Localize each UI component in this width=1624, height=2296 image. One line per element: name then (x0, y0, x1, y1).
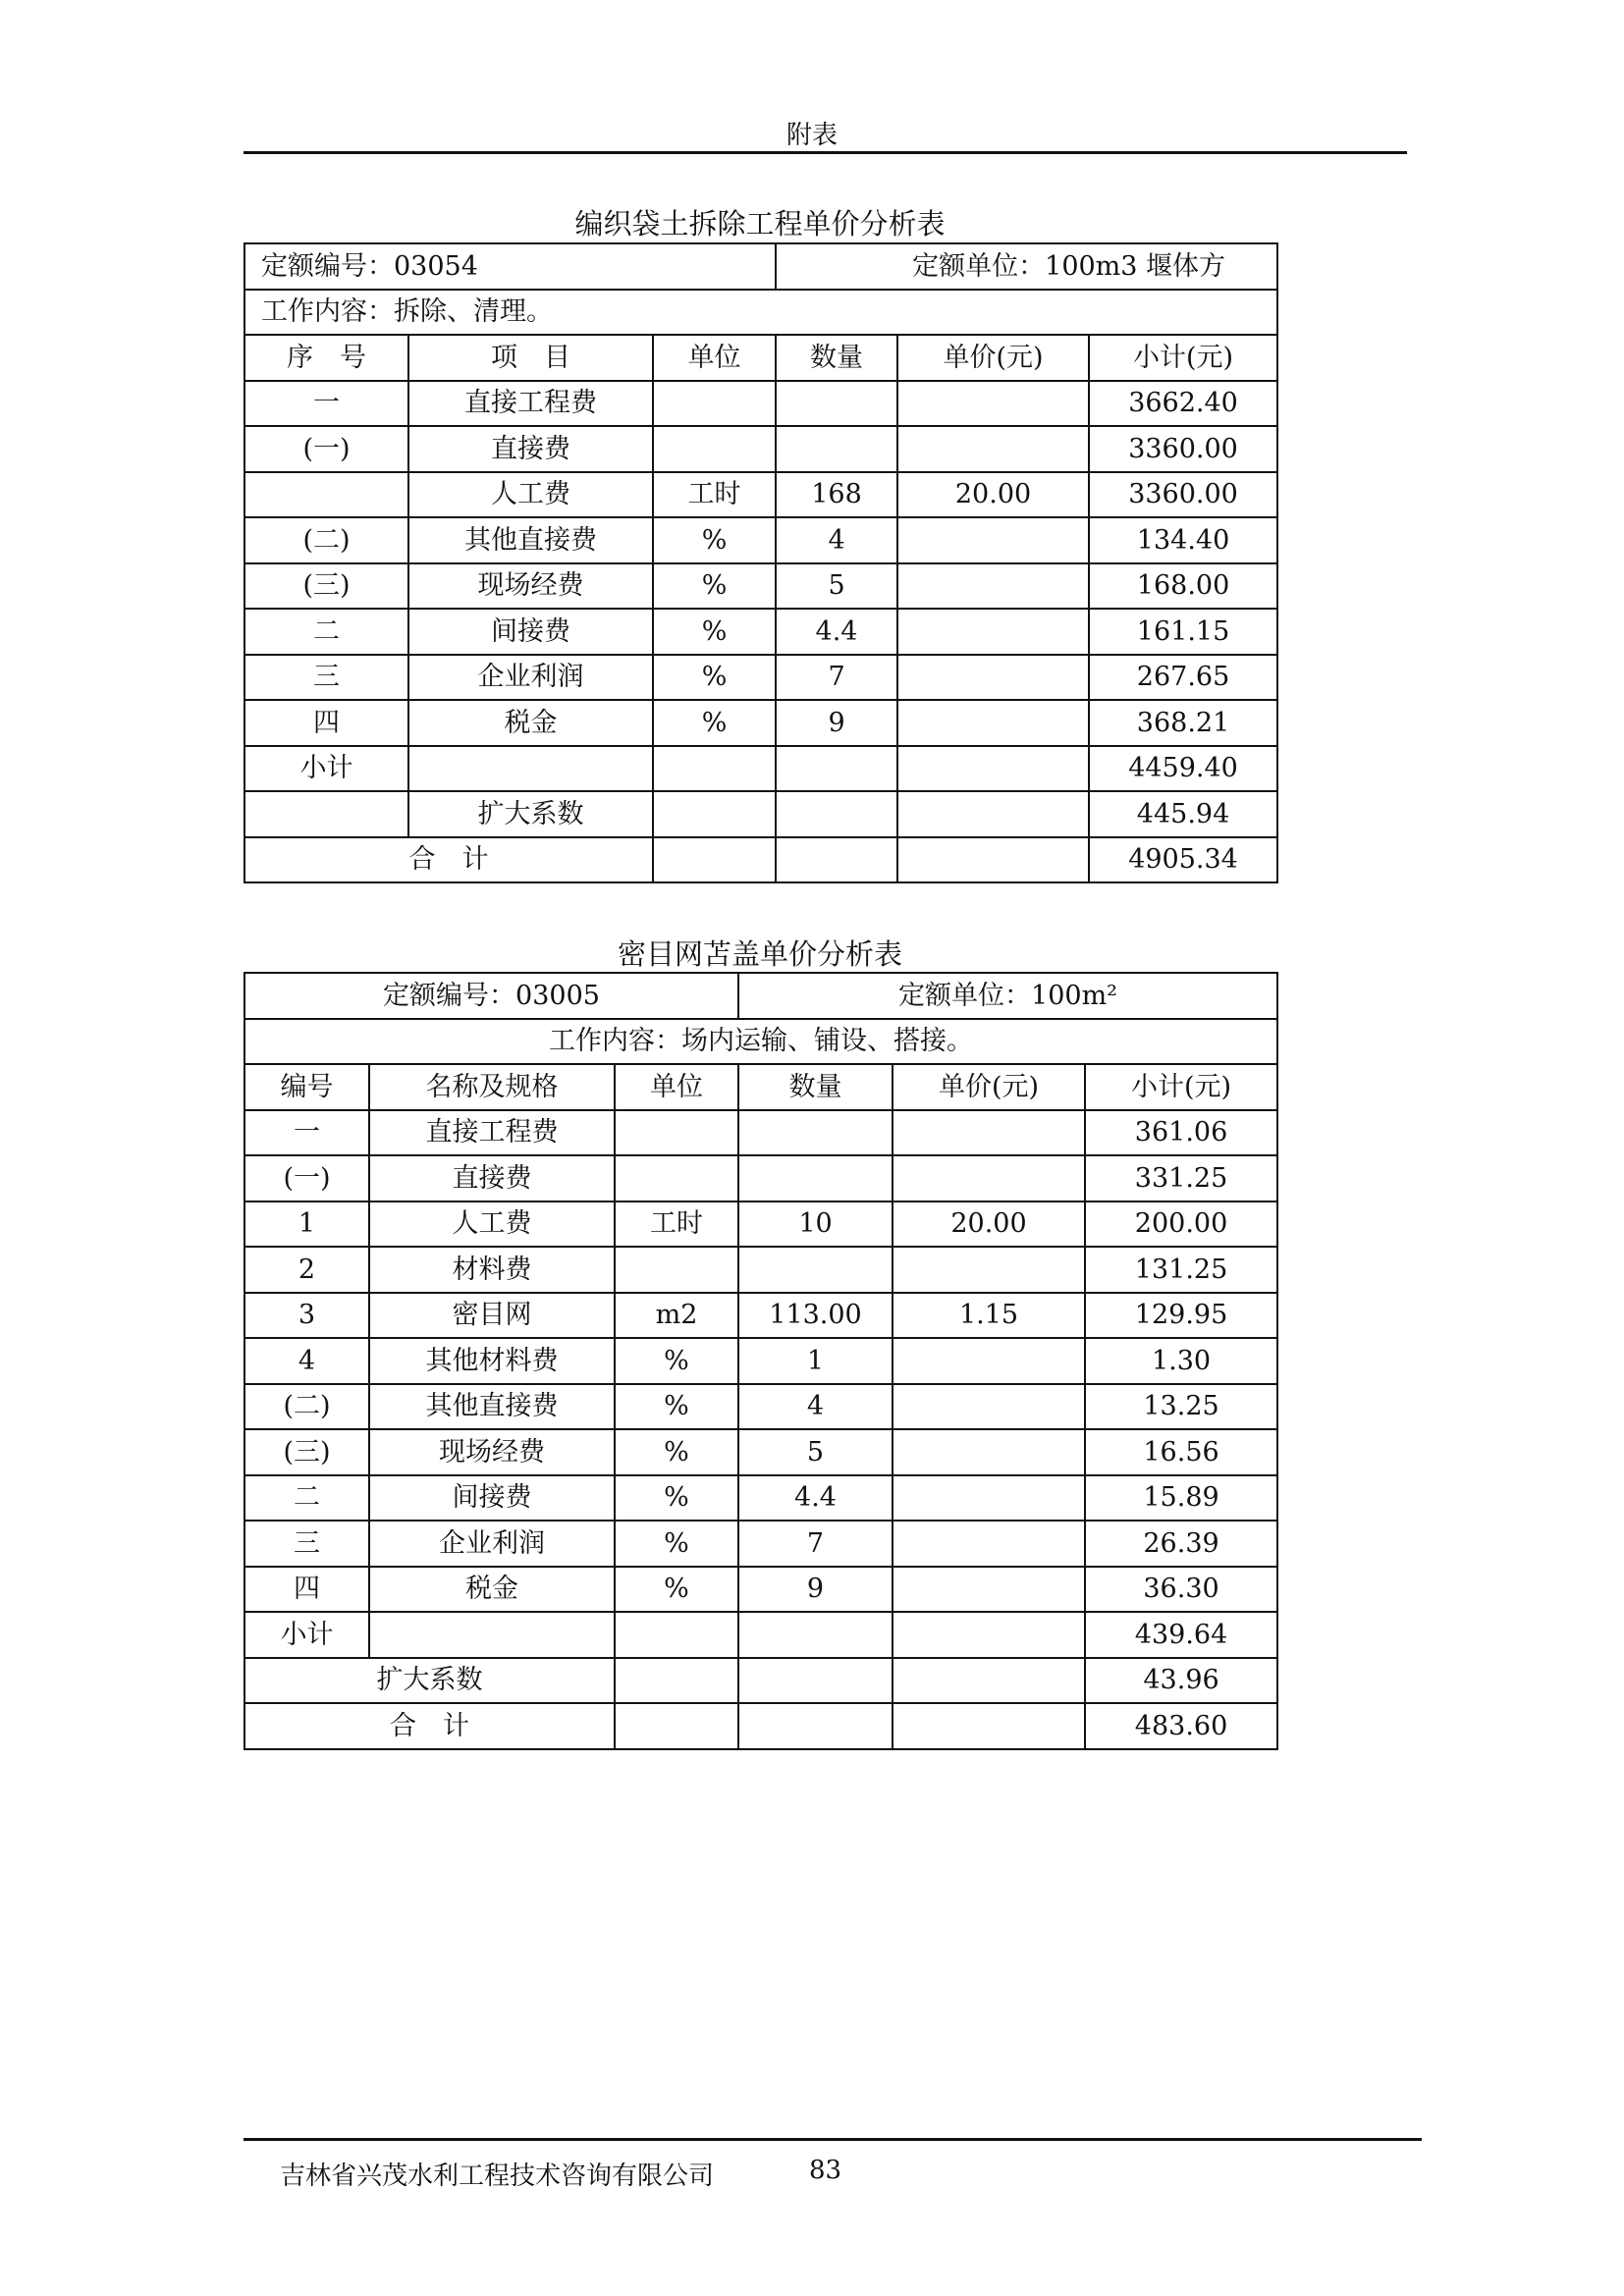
table-row (244, 655, 1277, 701)
table-cell: % (653, 563, 776, 610)
table-cell: 间接费 (369, 1475, 615, 1522)
table-cell: % (653, 700, 776, 746)
table-cell: 3360.00 (1089, 472, 1277, 518)
table-cell: 439.64 (1085, 1612, 1277, 1658)
table-cell: 二 (244, 1475, 369, 1522)
table-row (244, 563, 1277, 610)
table-cell: 36.30 (1085, 1567, 1277, 1613)
table-cell (738, 1247, 893, 1293)
table-row (244, 1247, 1277, 1293)
table-cell: 26.39 (1085, 1521, 1277, 1567)
table-row (244, 381, 1277, 427)
table-cell (893, 1475, 1085, 1522)
table-cell (653, 791, 776, 837)
table1-total-value: 4905.34 (1089, 837, 1277, 883)
table2-expand-label: 扩大系数 (244, 1658, 615, 1704)
table-cell (897, 563, 1089, 610)
table-cell (776, 426, 897, 472)
table-cell (776, 791, 897, 837)
table-cell (776, 381, 897, 427)
table-row (244, 1155, 1277, 1201)
table2-work-content: 工作内容：场内运输、铺设、搭接。 (244, 1019, 1277, 1065)
table-cell (615, 1110, 738, 1156)
table2-quota-no: 定额编号：03005 (244, 973, 738, 1019)
table-cell: 7 (776, 655, 897, 701)
table1-unit-price-analysis (244, 242, 1278, 883)
table-row (244, 700, 1277, 746)
table-cell: 1 (244, 1201, 369, 1248)
table-cell: 直接费 (408, 426, 653, 472)
table-row (244, 1521, 1277, 1567)
table-cell: (三) (244, 563, 408, 610)
table-cell (615, 1658, 738, 1704)
table-cell (897, 746, 1089, 792)
table-cell: (一) (244, 426, 408, 472)
footer-rule (244, 2138, 1422, 2141)
table-cell: 368.21 (1089, 700, 1277, 746)
page-header-title: 附表 (785, 121, 838, 150)
table-cell (893, 1567, 1085, 1613)
table-cell: 4.4 (776, 609, 897, 655)
table-cell: % (615, 1475, 738, 1522)
table-row (244, 1293, 1277, 1339)
table-cell: % (653, 609, 776, 655)
table-cell: 445.94 (1089, 791, 1277, 837)
table1-header-row (244, 335, 1277, 381)
table2-col-header: 编号 (244, 1064, 369, 1110)
table-cell (893, 1658, 1085, 1704)
table-cell: m2 (615, 1293, 738, 1339)
table-cell: 3360.00 (1089, 426, 1277, 472)
table-cell (653, 381, 776, 427)
table2-quota-unit: 定额单位：100m² (738, 973, 1277, 1019)
table-cell (893, 1703, 1085, 1749)
table1-quota-row (244, 243, 1277, 290)
table-cell: 131.25 (1085, 1247, 1277, 1293)
table2-quota-row (244, 973, 1277, 1019)
table-cell (893, 1247, 1085, 1293)
table-cell (244, 472, 408, 518)
table-cell: % (615, 1384, 738, 1430)
table-cell (897, 837, 1089, 883)
table-cell: 134.40 (1089, 517, 1277, 563)
table-cell (893, 1110, 1085, 1156)
table-cell: 361.06 (1085, 1110, 1277, 1156)
table1-quota-no: 定额编号：03054 (244, 243, 776, 290)
table-cell (653, 746, 776, 792)
table-cell (897, 517, 1089, 563)
table-cell: 7 (738, 1521, 893, 1567)
table-cell: 2 (244, 1247, 369, 1293)
table-row (244, 517, 1277, 563)
table-cell: 直接费 (369, 1155, 615, 1201)
table-cell (893, 1612, 1085, 1658)
table-cell (615, 1155, 738, 1201)
table-cell (893, 1429, 1085, 1475)
table-cell: 168 (776, 472, 897, 518)
table-cell: 税金 (408, 700, 653, 746)
table-row (244, 1567, 1277, 1613)
table2-col-header: 单位 (615, 1064, 738, 1110)
table-cell (369, 1612, 615, 1658)
table-cell: 3662.40 (1089, 381, 1277, 427)
table-cell: 129.95 (1085, 1293, 1277, 1339)
table-cell (897, 426, 1089, 472)
table-cell: 现场经费 (369, 1429, 615, 1475)
table1-total-row (244, 837, 1277, 883)
table-cell: 20.00 (893, 1201, 1085, 1248)
table-cell: 168.00 (1089, 563, 1277, 610)
table2-col-header: 数量 (738, 1064, 893, 1110)
table-cell: 一 (244, 1110, 369, 1156)
table-cell: 四 (244, 700, 408, 746)
table-row (244, 1384, 1277, 1430)
table-cell: 9 (776, 700, 897, 746)
table-cell (653, 837, 776, 883)
table1-total-label: 合 计 (244, 837, 653, 883)
table-cell: 3 (244, 1293, 369, 1339)
table2-total-value: 483.60 (1085, 1703, 1277, 1749)
table1-title: 编织袋土拆除工程单价分析表 (574, 207, 946, 240)
table-cell: 4 (776, 517, 897, 563)
table1-work-content: 工作内容：拆除、清理。 (244, 290, 1277, 336)
table2-title: 密目网苫盖单价分析表 (617, 937, 902, 971)
footer-company-name: 吉林省兴茂水利工程技术咨询有限公司 (280, 2162, 715, 2191)
table-cell (615, 1612, 738, 1658)
table-cell (897, 655, 1089, 701)
table-cell: % (615, 1338, 738, 1384)
table-cell (653, 426, 776, 472)
table-cell: 9 (738, 1567, 893, 1613)
table-cell (897, 381, 1089, 427)
table-cell: 4459.40 (1089, 746, 1277, 792)
table-cell (738, 1658, 893, 1704)
table1-col-header: 单价(元) (897, 335, 1089, 381)
table-cell: % (615, 1521, 738, 1567)
table-row (244, 1338, 1277, 1384)
table-cell: 扩大系数 (408, 791, 653, 837)
table-row (244, 1201, 1277, 1248)
table-cell: 材料费 (369, 1247, 615, 1293)
table-cell: 其他材料费 (369, 1338, 615, 1384)
table1-col-header: 序 号 (244, 335, 408, 381)
table-row (244, 426, 1277, 472)
table-cell: 267.65 (1089, 655, 1277, 701)
table-row (244, 472, 1277, 518)
table-cell: 113.00 (738, 1293, 893, 1339)
table2-col-header: 小计(元) (1085, 1064, 1277, 1110)
table-cell: 企业利润 (408, 655, 653, 701)
table-row (244, 609, 1277, 655)
table-cell: 20.00 (897, 472, 1089, 518)
page-number: 83 (809, 2156, 842, 2185)
table-cell: 工时 (653, 472, 776, 518)
table2-col-header: 单价(元) (893, 1064, 1085, 1110)
table-cell (893, 1155, 1085, 1201)
table-cell (776, 746, 897, 792)
header-rule (244, 151, 1407, 154)
table-cell: 直接工程费 (408, 381, 653, 427)
table-cell: % (615, 1567, 738, 1613)
table-cell: % (615, 1429, 738, 1475)
table-cell: 企业利润 (369, 1521, 615, 1567)
table1-col-header: 数量 (776, 335, 897, 381)
table2-work-content-row (244, 1019, 1277, 1065)
table-row (244, 1110, 1277, 1156)
table-cell: 200.00 (1085, 1201, 1277, 1248)
table-cell (776, 837, 897, 883)
table-cell: % (653, 655, 776, 701)
table-row (244, 1612, 1277, 1658)
table-cell: 二 (244, 609, 408, 655)
table-cell: 现场经费 (408, 563, 653, 610)
table-cell (897, 791, 1089, 837)
table-cell: 四 (244, 1567, 369, 1613)
table-cell: % (653, 517, 776, 563)
table-cell: 小计 (244, 746, 408, 792)
table-cell: 税金 (369, 1567, 615, 1613)
table-cell: 间接费 (408, 609, 653, 655)
table-row (244, 1475, 1277, 1522)
table-cell: 4.4 (738, 1475, 893, 1522)
table-cell: 密目网 (369, 1293, 615, 1339)
table-cell (897, 700, 1089, 746)
table-cell (893, 1384, 1085, 1430)
table-cell (615, 1247, 738, 1293)
table-cell: 小计 (244, 1612, 369, 1658)
table-cell (244, 791, 408, 837)
table2-col-header: 名称及规格 (369, 1064, 615, 1110)
table-cell: 5 (738, 1429, 893, 1475)
table1-quota-unit: 定额单位：100m3 堰体方 (776, 243, 1277, 290)
table-cell: 其他直接费 (369, 1384, 615, 1430)
table-cell: (一) (244, 1155, 369, 1201)
table-cell: 161.15 (1089, 609, 1277, 655)
table-cell: 13.25 (1085, 1384, 1277, 1430)
table-cell: 10 (738, 1201, 893, 1248)
table-cell: 1 (738, 1338, 893, 1384)
table2-total-row (244, 1703, 1277, 1749)
table-cell (893, 1521, 1085, 1567)
table-row (244, 746, 1277, 792)
table2-expand-value: 43.96 (1085, 1658, 1277, 1704)
table1-col-header: 项 目 (408, 335, 653, 381)
table-cell: 4 (738, 1384, 893, 1430)
table-cell: 5 (776, 563, 897, 610)
table1-work-content-row (244, 290, 1277, 336)
table-cell (738, 1612, 893, 1658)
table-cell (893, 1338, 1085, 1384)
table-row (244, 791, 1277, 837)
table-cell: 331.25 (1085, 1155, 1277, 1201)
table-cell (738, 1703, 893, 1749)
table-cell: 一 (244, 381, 408, 427)
table-cell (615, 1703, 738, 1749)
table-cell (738, 1110, 893, 1156)
table-cell: 直接工程费 (369, 1110, 615, 1156)
table-cell: 三 (244, 1521, 369, 1567)
table-cell: 15.89 (1085, 1475, 1277, 1522)
table-cell: 4 (244, 1338, 369, 1384)
table2-unit-price-analysis (244, 972, 1278, 1750)
table-cell: 其他直接费 (408, 517, 653, 563)
table-cell (738, 1155, 893, 1201)
table-cell: (二) (244, 517, 408, 563)
table-cell: 1.15 (893, 1293, 1085, 1339)
table-cell: 人工费 (408, 472, 653, 518)
table-cell: 16.56 (1085, 1429, 1277, 1475)
table-row (244, 1429, 1277, 1475)
table1-col-header: 小计(元) (1089, 335, 1277, 381)
table1-col-header: 单位 (653, 335, 776, 381)
table-cell: 工时 (615, 1201, 738, 1248)
table-cell: 1.30 (1085, 1338, 1277, 1384)
table-cell (408, 746, 653, 792)
table-cell: 人工费 (369, 1201, 615, 1248)
table-cell: (三) (244, 1429, 369, 1475)
table-cell (897, 609, 1089, 655)
table2-total-label: 合 计 (244, 1703, 615, 1749)
table2-expand-row (244, 1658, 1277, 1704)
table-cell: (二) (244, 1384, 369, 1430)
table2-header-row (244, 1064, 1277, 1110)
table-cell: 三 (244, 655, 408, 701)
